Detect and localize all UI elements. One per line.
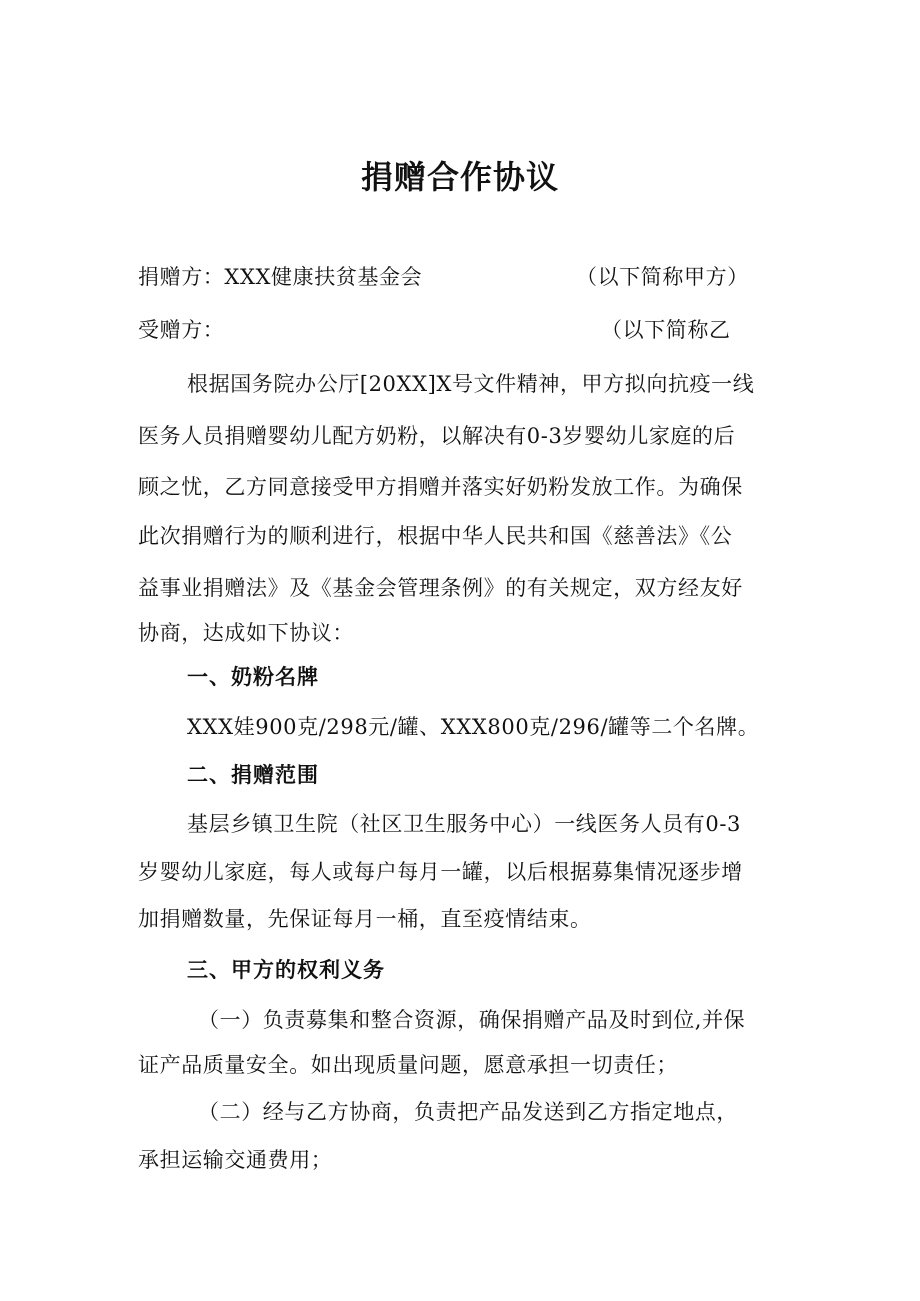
section3-heading: 三、甲方的权利义务 bbox=[187, 958, 385, 982]
intro-line-5: 益事业捐赠法》及《基金会管理条例》的有关规定，双方经友好 bbox=[138, 576, 743, 600]
intro-line-4: 此次捐赠行为的顺利进行，根据中华人民共和国《慈善法》《公 bbox=[138, 524, 733, 548]
recipient-line: 受赠方： bbox=[138, 318, 225, 342]
recipient-note: （以下简称乙 bbox=[601, 318, 731, 342]
donor-note: （以下简称甲方） bbox=[576, 265, 749, 289]
section3-item1-line-1: （一）负责募集和整合资源，确保捐赠产品及时到位,并保 bbox=[198, 1008, 746, 1032]
section2-line-1: 基层乡镇卫生院（社区卫生服务中心）一线医务人员有0-3 bbox=[187, 812, 742, 836]
donor-line: 捐赠方：XXX健康扶贫基金会 bbox=[138, 265, 423, 289]
document-title: 捐赠合作协议 bbox=[360, 158, 559, 196]
section2-line-3: 加捐赠数量，先保证每月一桶，直至疫情结束。 bbox=[138, 907, 592, 931]
section1-body: XXX娃900克/298元/罐、XXX800克/296/罐等二个名牌。 bbox=[187, 715, 760, 739]
intro-line-3: 顾之忧，乙方同意接受甲方捐赠并落实好奶粉发放工作。为确保 bbox=[138, 475, 743, 499]
section3-item2-line-1: （二）经与乙方协商，负责把产品发送到乙方指定地点， bbox=[198, 1100, 738, 1124]
section1-heading: 一、奶粉名牌 bbox=[187, 665, 319, 689]
section3-item2-line-2: 承担运输交通费用； bbox=[138, 1148, 333, 1172]
intro-line-2: 医务人员捐赠婴幼儿配方奶粉，以解决有0-3岁婴幼儿家庭的后 bbox=[138, 424, 736, 448]
section2-line-2: 岁婴幼儿家庭，每人或每户每月一罐，以后根据募集情况逐步增 bbox=[138, 860, 743, 884]
intro-line-1: 根据国务院办公厅[20XX]X号文件精神，甲方拟向抗疫一线 bbox=[187, 372, 755, 396]
section3-item1-line-2: 证产品质量安全。如出现质量问题，愿意承担一切责任； bbox=[138, 1053, 678, 1077]
section2-heading: 二、捐赠范围 bbox=[187, 763, 319, 787]
intro-line-6: 协商，达成如下协议： bbox=[138, 621, 354, 645]
